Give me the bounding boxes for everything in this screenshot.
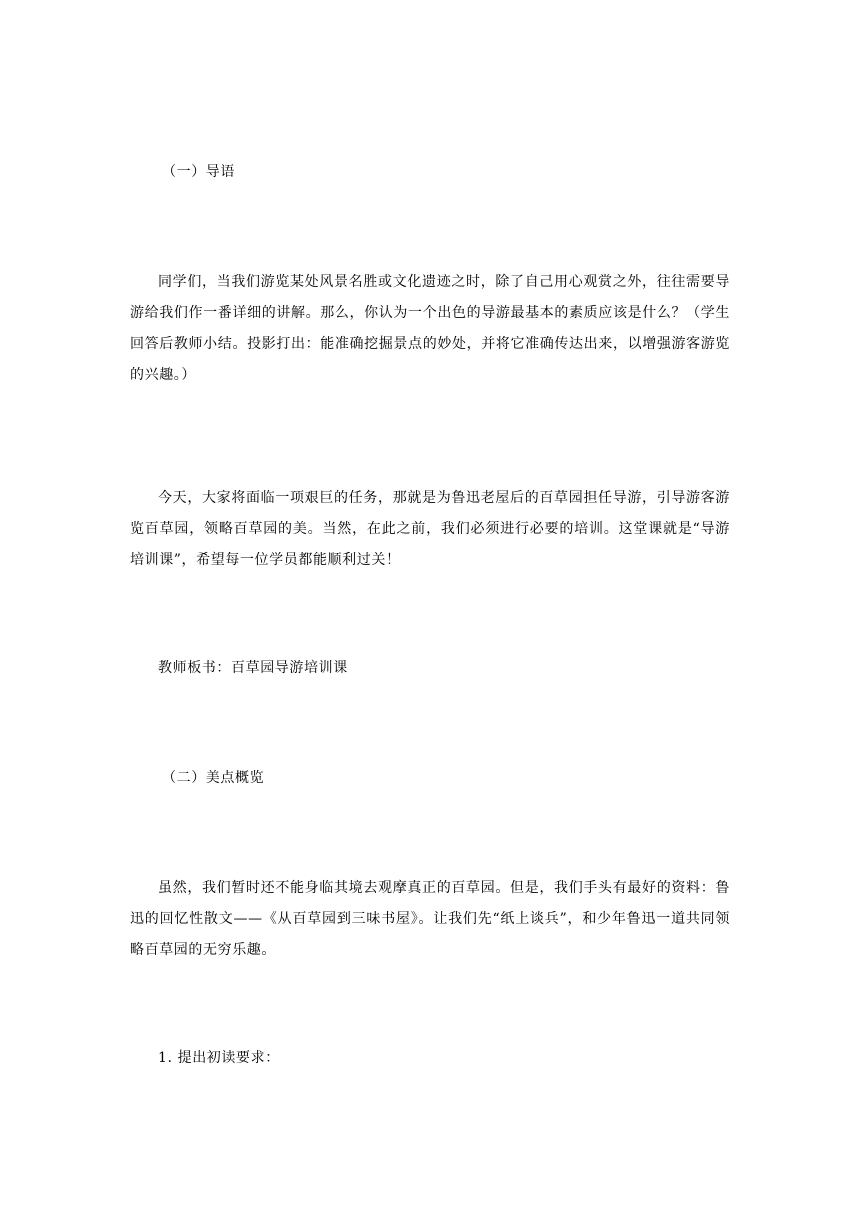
paragraph-reading-material: 虽然，我们暂时还不能身临其境去观摩真正的百草园。但是，我们手头有最好的资料：鲁迅的回忆性散文——《从百草园到三味书屋》。让我们先“纸上谈兵”，和少年鲁迅一道共同领略百草园的无穷乐趣。 (130, 880, 730, 958)
section-heading-intro: （一）导语 (162, 164, 235, 180)
paragraph-tour-guide-question: 同学们，当我们游览某处风景名胜或文化遗迹之时，除了自己用心观赏之外，往往需要导游给我们作一番详细的讲解。那么，你认为一个出色的导游最基本的素质应该是什么？（学生回答后教师小结。投影打出：能准确挖掘景点的妙处，并将它准确传达出来，以增强游客游览的兴趣。） (130, 274, 730, 383)
blackboard-note: 教师板书：百草园导游培训课 (158, 660, 348, 676)
list-item-first-reading: 1. 提出初读要求： (158, 1050, 280, 1066)
section-heading-overview: （二）美点概览 (162, 770, 265, 786)
paragraph-todays-task: 今天，大家将面临一项艰巨的任务，那就是为鲁迅老屋后的百草园担任导游，引导游客游览百草园，领略百草园的美。当然，在此之前，我们必须进行必要的培训。这堂课就是“导游培训课”，希望每一位学员都能顺利过关！ (130, 490, 730, 568)
